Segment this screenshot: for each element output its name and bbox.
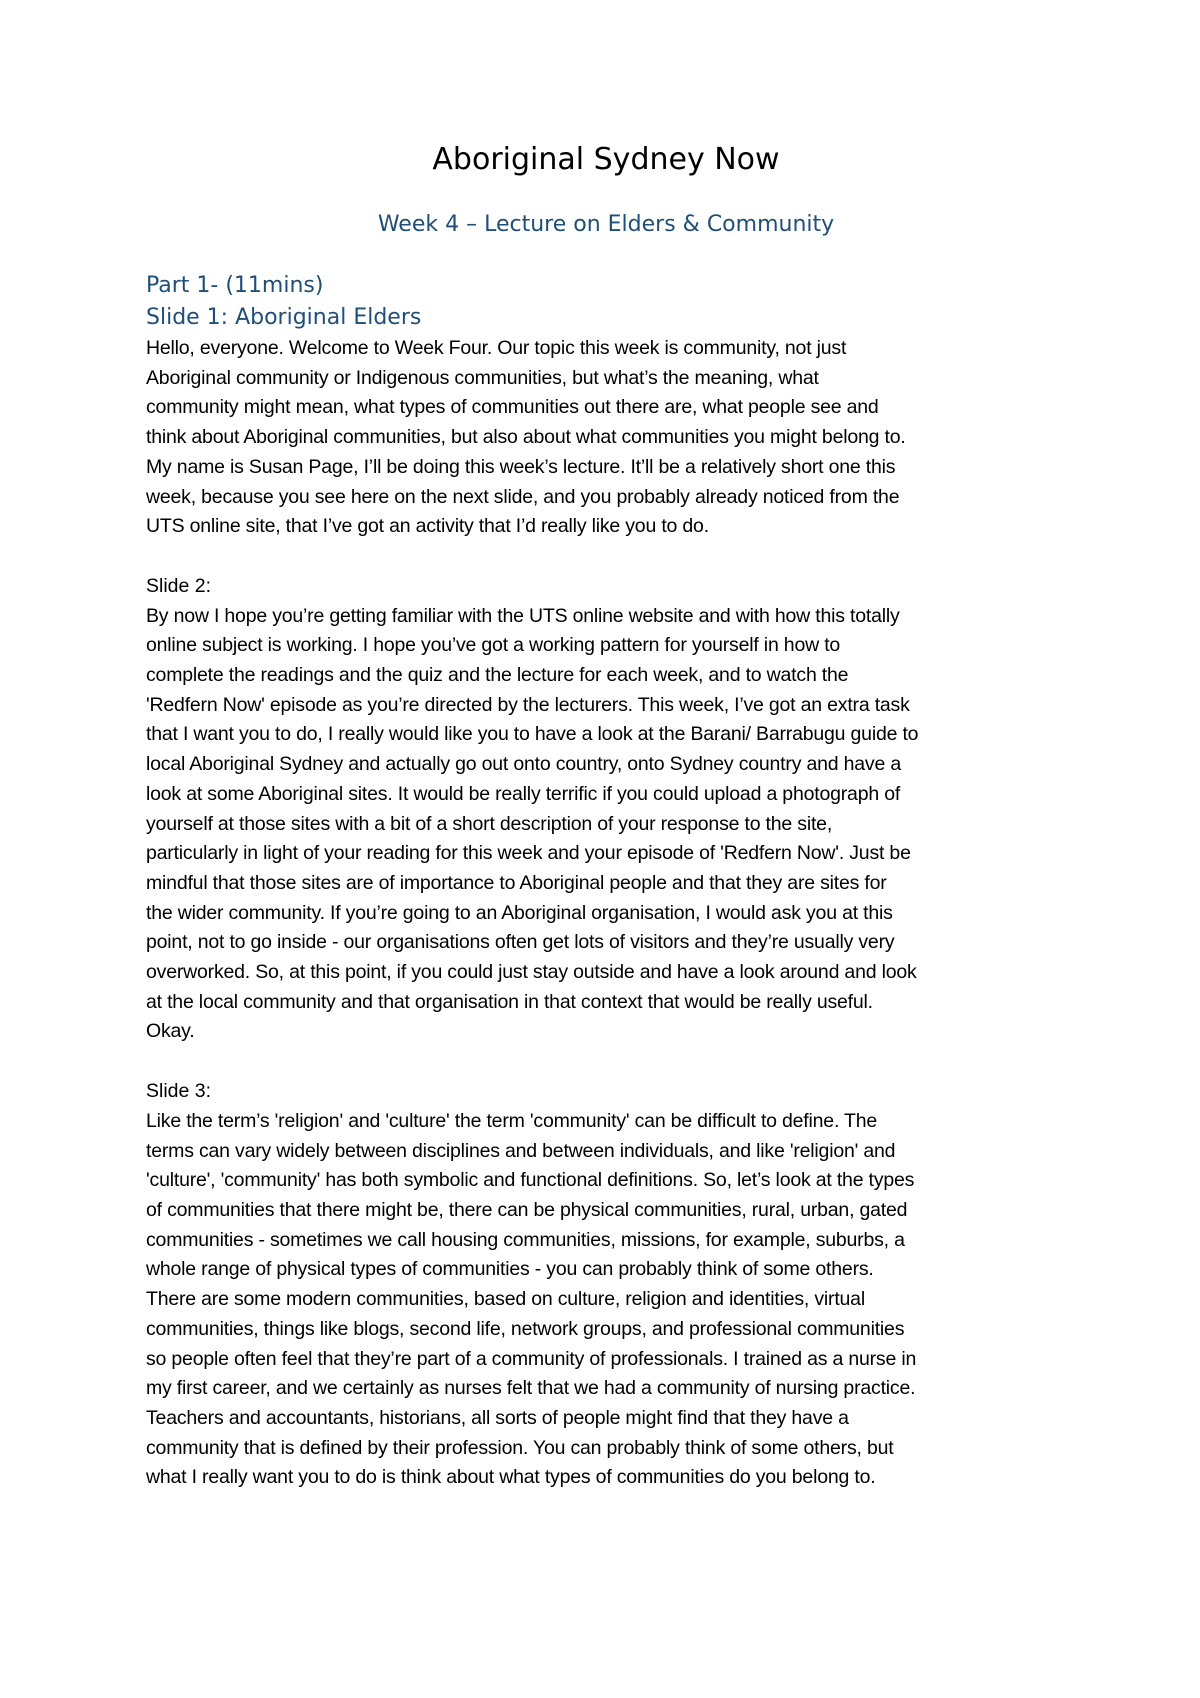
paragraph-line: particularly in light of your reading for this week and your episode of 'Redfern Now'. Just be <box>146 842 911 865</box>
paragraph-line: complete the readings and the quiz and the lecture for each week, and to watch the <box>146 664 849 687</box>
paragraph-line: community might mean, what types of communities out there are, what people see and <box>146 396 879 419</box>
paragraph-line: of communities that there might be, there can be physical communities, rural, urban, gated <box>146 1198 908 1221</box>
paragraph-line: UTS online site, that I’ve got an activity that I’d really like you to do. <box>146 515 709 538</box>
slide-1-heading: Slide 1: Aboriginal Elders <box>146 305 422 330</box>
paragraph-line: There are some modern communities, based on culture, religion and identities, virtual <box>146 1288 865 1311</box>
document-title: Aboriginal Sydney Now <box>432 142 780 177</box>
paragraph-line: what I really want you to do is think about what types of communities do you belong to. <box>146 1466 876 1489</box>
paragraph-line: whole range of physical types of communities - you can probably think of some others. <box>146 1258 874 1281</box>
paragraph-line: my first career, and we certainly as nurses felt that we had a community of nursing practice. <box>146 1377 916 1400</box>
paragraph-line: Aboriginal community or Indigenous communities, but what’s the meaning, what <box>146 366 819 389</box>
paragraph-line: so people often feel that they’re part of a community of professionals. I trained as a nurse in <box>146 1347 917 1370</box>
paragraph-line: overworked. So, at this point, if you could just stay outside and have a look around and look <box>146 961 917 984</box>
document-content <box>146 140 1066 1493</box>
part-heading: Part 1- (11mins) <box>146 273 324 298</box>
paragraph-line: mindful that those sites are of importance to Aboriginal people and that they are sites for <box>146 871 887 894</box>
paragraph-line: point, not to go inside - our organisations often get lots of visitors and they’re usually very <box>146 931 895 954</box>
paragraph-line: the wider community. If you’re going to an Aboriginal organisation, I would ask you at this <box>146 901 893 924</box>
paragraph-line: Teachers and accountants, historians, all sorts of people might find that they have a <box>146 1406 849 1429</box>
paragraph-line: communities, things like blogs, second life, network groups, and professional communities <box>146 1317 905 1340</box>
paragraph-line: communities - sometimes we call housing communities, missions, for example, suburbs, a <box>146 1228 905 1251</box>
paragraph-line: Like the term’s 'religion' and 'culture' the term 'community' can be difficult to define. The <box>146 1109 878 1132</box>
paragraph-line: My name is Susan Page, I’ll be doing this week’s lecture. It’ll be a relatively short one this <box>146 455 896 478</box>
document-subtitle: Week 4 – Lecture on Elders & Community <box>377 212 835 237</box>
paragraph-line: at the local community and that organisation in that context that would be really useful. <box>146 990 873 1013</box>
paragraph-line: terms can vary widely between disciplines and between individuals, and like 'religion' and <box>146 1139 896 1162</box>
paragraph-line: week, because you see here on the next slide, and you probably already noticed from the <box>146 485 900 508</box>
paragraph-line: 'culture', 'community' has both symbolic and functional definitions. So, let’s look at the types <box>146 1169 915 1192</box>
slide-2-heading: Slide 2: <box>146 574 212 597</box>
paragraph-line: think about Aboriginal communities, but also about what communities you might belong to. <box>146 426 906 449</box>
slide-3-paragraph <box>146 1107 1066 1493</box>
paragraph-line: community that is defined by their profession. You can probably think of some others, but <box>146 1436 894 1459</box>
paragraph-line: Okay. <box>146 1020 195 1043</box>
paragraph-line: online subject is working. I hope you’ve got a working pattern for yourself in how to <box>146 634 841 657</box>
paragraph-line: Hello, everyone. Welcome to Week Four. Our topic this week is community, not just <box>146 337 847 359</box>
paragraph-line: look at some Aboriginal sites. It would be really terrific if you could upload a photograph of <box>146 782 901 805</box>
slide-2-paragraph <box>146 602 1066 1048</box>
paragraph-line: 'Redfern Now' episode as you’re directed by the lecturers. This week, I’ve got an extra task <box>146 693 910 716</box>
slide-3-heading: Slide 3: <box>146 1080 212 1103</box>
paragraph-line: yourself at those sites with a bit of a short description of your response to the site, <box>146 812 833 835</box>
paragraph-line: local Aboriginal Sydney and actually go out onto country, onto Sydney country and have a <box>146 753 901 776</box>
paragraph-line: By now I hope you’re getting familiar with the UTS online website and with how this totally <box>146 604 900 627</box>
slide-1-paragraph <box>146 334 1066 542</box>
paragraph-line: that I want you to do, I really would like you to have a look at the Barani/ Barrabugu guide to <box>146 723 919 746</box>
